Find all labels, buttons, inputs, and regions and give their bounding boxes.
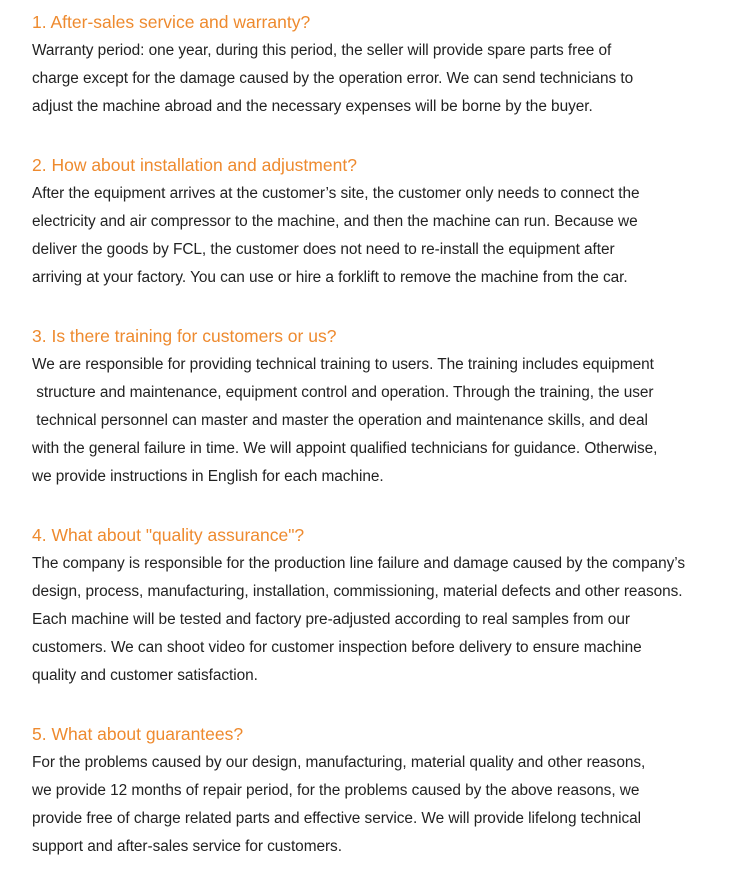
- faq-answer-line: adjust the machine abroad and the necessary expenses will be borne by the buyer.: [32, 98, 593, 115]
- faq-answer-line: we provide instructions in English for each machine.: [32, 468, 384, 485]
- faq-answer-line: arriving at your factory. You can use or hire a forklift to remove the machine from the car.: [32, 269, 628, 286]
- faq-answer-line: We are responsible for providing technical training to users. The training includes equipment: [32, 356, 654, 373]
- faq-question-heading: 4. What about "quality assurance"?: [32, 525, 305, 545]
- faq-answer-line: we provide 12 months of repair period, for the problems caused by the above reasons, we: [32, 782, 640, 799]
- faq-section: [32, 150, 750, 292]
- faq-answer-line: design, process, manufacturing, installation, commissioning, material defects and other reasons.: [32, 583, 683, 600]
- faq-answer-line: customers. We can shoot video for customer inspection before delivery to ensure machine: [32, 639, 642, 656]
- faq-question-heading: 5. What about guarantees?: [32, 724, 244, 744]
- faq-section: [32, 719, 750, 861]
- faq-answer-line: The company is responsible for the production line failure and damage caused by the company’s: [32, 555, 685, 572]
- faq-answer-line: with the general failure in time. We will appoint qualified technicians for guidance. Otherwise,: [32, 440, 658, 457]
- faq-section: [32, 321, 750, 491]
- faq-answer-line: charge except for the damage caused by the operation error. We can send technicians to: [32, 70, 634, 87]
- faq-answer-line: Each machine will be tested and factory pre-adjusted according to real samples from our: [32, 611, 630, 628]
- faq-answer-line: deliver the goods by FCL, the customer does not need to re-install the equipment after: [32, 241, 615, 258]
- faq-section: [32, 7, 750, 121]
- faq-answer-line: electricity and air compressor to the machine, and then the machine can run. Because we: [32, 213, 638, 230]
- faq-answer-line: quality and customer satisfaction.: [32, 667, 258, 684]
- faq-answer-line: After the equipment arrives at the customer’s site, the customer only needs to connect the: [32, 185, 640, 202]
- faq-question-heading: 1. After-sales service and warranty?: [32, 12, 311, 32]
- faq-answer-line: support and after-sales service for customers.: [32, 838, 342, 855]
- faq-section: [32, 520, 750, 690]
- faq-answer-line: structure and maintenance, equipment control and operation. Through the training, the user: [32, 384, 654, 401]
- faq-answer-line: Warranty period: one year, during this period, the seller will provide spare parts free of: [32, 42, 612, 59]
- faq-question-heading: 3. Is there training for customers or us?: [32, 326, 337, 346]
- faq-answer-line: For the problems caused by our design, manufacturing, material quality and other reasons,: [32, 754, 646, 771]
- faq-answer-line: technical personnel can master and master the operation and maintenance skills, and deal: [32, 412, 648, 429]
- faq-question-heading: 2. How about installation and adjustment?: [32, 155, 357, 175]
- faq-answer-line: provide free of charge related parts and effective service. We will provide lifelong technical: [32, 810, 641, 827]
